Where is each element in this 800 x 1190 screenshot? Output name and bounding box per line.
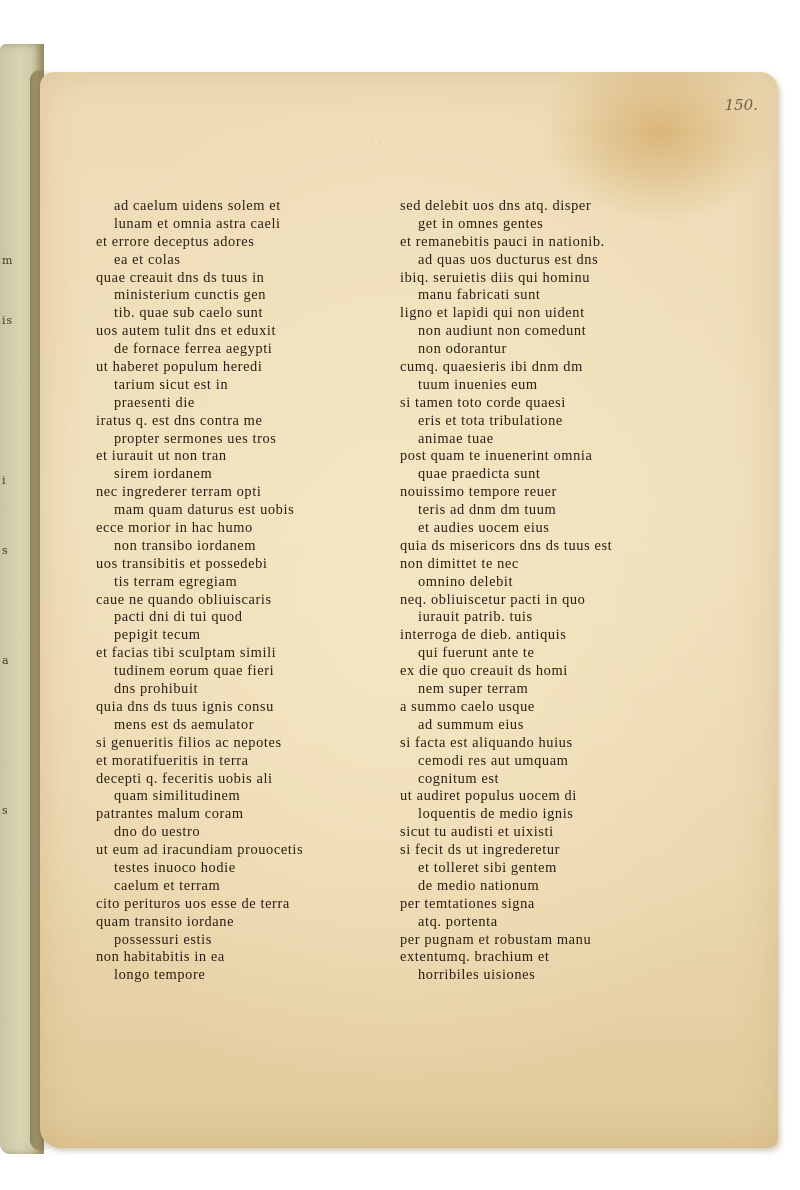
folio-number: 150.: [724, 96, 758, 114]
text-line: quae creauit dns ds tuus in: [96, 269, 265, 286]
text-line: nec ingrederer terram opti: [96, 484, 262, 501]
text-line: animae tuae: [418, 430, 494, 447]
text-line: quam transito iordane: [96, 913, 235, 930]
text-line: et errore deceptus adores: [96, 233, 255, 250]
text-line: ut eum ad iracundiam prouocetis: [96, 842, 304, 859]
text-line: interroga de dieb. antiquis: [400, 627, 567, 644]
text-line: si fecit ds ut ingrederetur: [400, 842, 561, 859]
text-line: tarium sicut est in: [114, 376, 229, 393]
text-line: quia ds misericors dns ds tuus est: [400, 537, 613, 554]
text-line: si genueritis filios ac nepotes: [96, 734, 282, 751]
text-line: et moratifueritis in terra: [96, 752, 249, 769]
text-line: non odorantur: [418, 341, 507, 358]
text-line: uos transibitis et possedebi: [96, 555, 268, 572]
text-line: quam similitudinem: [114, 788, 241, 805]
text-line: dno do uestro: [114, 824, 201, 841]
text-line: iratus q. est dns contra me: [96, 412, 263, 429]
text-line: ea et colas: [114, 251, 181, 268]
text-line: sirem iordanem: [114, 466, 213, 483]
text-line: pepigit tecum: [114, 627, 201, 644]
text-line: testes inuoco hodie: [114, 859, 236, 876]
facing-page-fragment: a: [2, 654, 10, 667]
text-column-right: [400, 198, 730, 985]
text-line: per temtationes signa: [400, 895, 535, 912]
text-line: et iurauit ut non tran: [96, 448, 227, 465]
text-line: ligno et lapidi qui non uident: [400, 305, 585, 322]
text-line: decepti q. feceritis uobis ali: [96, 770, 273, 787]
text-line: cognitum est: [418, 770, 500, 787]
text-line: get in omnes gentes: [418, 215, 544, 232]
text-line: sed delebit uos dns atq. disper: [400, 198, 592, 214]
text-line: ecce morior in hac humo: [96, 520, 253, 537]
text-line: omnino delebit: [418, 573, 514, 590]
text-line: ut audiret populus uocem di: [400, 788, 577, 805]
text-line: ibiq. seruietis diis qui hominu: [400, 269, 591, 286]
text-line: tudinem eorum quae fieri: [114, 663, 275, 680]
text-line: praesenti die: [114, 394, 195, 411]
text-line: de medio nationum: [418, 877, 540, 894]
text-line: longo tempore: [114, 967, 206, 984]
text-line: mens est ds aemulator: [114, 716, 255, 733]
text-line: loquentis de medio ignis: [418, 806, 574, 823]
facing-page-fragment: s: [2, 804, 9, 817]
text-line: sicut tu audisti et uixisti: [400, 824, 554, 841]
text-line: propter sermones ues tros: [114, 430, 277, 447]
text-line: tis terram egregiam: [114, 573, 238, 590]
text-line: caue ne quando obliuiscaris: [96, 591, 272, 608]
text-line: neq. obliuiscetur pacti in quo: [400, 591, 586, 608]
text-line: et remanebitis pauci in nationib.: [400, 233, 605, 250]
text-line: quia dns ds tuus ignis consu: [96, 698, 274, 715]
text-line: quae praedicta sunt: [418, 466, 541, 483]
text-line: et tolleret sibi gentem: [418, 859, 557, 876]
text-line: iurauit patrib. tuis: [418, 609, 533, 626]
manuscript-page: [40, 72, 778, 1148]
text-line: teris ad dnm dm tuum: [418, 502, 557, 519]
text-line: cumq. quaesieris ibi dnm dm: [400, 359, 583, 376]
facing-page-fragment: is: [2, 314, 14, 327]
facing-page-fragment: s: [2, 544, 9, 557]
text-line: ut haberet populum heredi: [96, 359, 263, 376]
text-line: ad caelum uidens solem et: [114, 198, 281, 214]
text-line: et facias tibi sculptam simili: [96, 645, 277, 662]
text-line: manu fabricati sunt: [418, 287, 541, 304]
text-line: dns prohibuit: [114, 681, 199, 698]
text-line: lunam et omnia astra caeli: [114, 215, 281, 232]
text-line: cito perituros uos esse de terra: [96, 895, 290, 912]
text-line: nouissimo tempore reuer: [400, 484, 557, 501]
text-line: tuum inuenies eum: [418, 376, 538, 393]
text-line: cemodi res aut umquam: [418, 752, 569, 769]
text-line: si facta est aliquando huius: [400, 734, 573, 751]
text-line: et audies uocem eius: [418, 520, 550, 537]
text-line: a summo caelo usque: [400, 698, 535, 715]
text-line: non audiunt non comedunt: [418, 323, 587, 340]
text-line: non dimittet te nec: [400, 555, 519, 572]
text-line: atq. portenta: [418, 913, 498, 930]
text-line: qui fuerunt ante te: [418, 645, 535, 662]
text-line: uos autem tulit dns et eduxit: [96, 323, 277, 340]
text-line: per pugnam et robustam manu: [400, 931, 592, 948]
text-line: ad quas uos ducturus est dns: [418, 251, 599, 268]
text-line: non transibo iordanem: [114, 537, 257, 554]
text-line: mam quam daturus est uobis: [114, 502, 295, 519]
text-line: tib. quae sub caelo sunt: [114, 305, 264, 322]
text-line: si tamen toto corde quaesi: [400, 394, 566, 411]
text-line: extentumq. brachium et: [400, 949, 550, 966]
text-line: ex die quo creauit ds homi: [400, 663, 568, 680]
facing-page-fragment: m: [2, 254, 14, 267]
text-line: possessuri estis: [114, 931, 212, 948]
text-line: ad summum eius: [418, 716, 524, 733]
text-line: patrantes malum coram: [96, 806, 244, 823]
text-line: de fornace ferrea aegypti: [114, 341, 273, 358]
text-line: horribiles uisiones: [418, 967, 536, 984]
facing-page-fragment: i: [2, 474, 7, 487]
text-line: pacti dni di tui quod: [114, 609, 243, 626]
text-line: non habitabitis in ea: [96, 949, 225, 966]
text-column-left: [96, 198, 408, 985]
text-line: ministerium cunctis gen: [114, 287, 267, 304]
text-line: post quam te inuenerint omnia: [400, 448, 593, 465]
text-line: eris et tota tribulatione: [418, 412, 563, 429]
text-line: caelum et terram: [114, 877, 221, 894]
text-line: nem super terram: [418, 681, 529, 698]
show-through-text: . . .: [370, 132, 392, 147]
